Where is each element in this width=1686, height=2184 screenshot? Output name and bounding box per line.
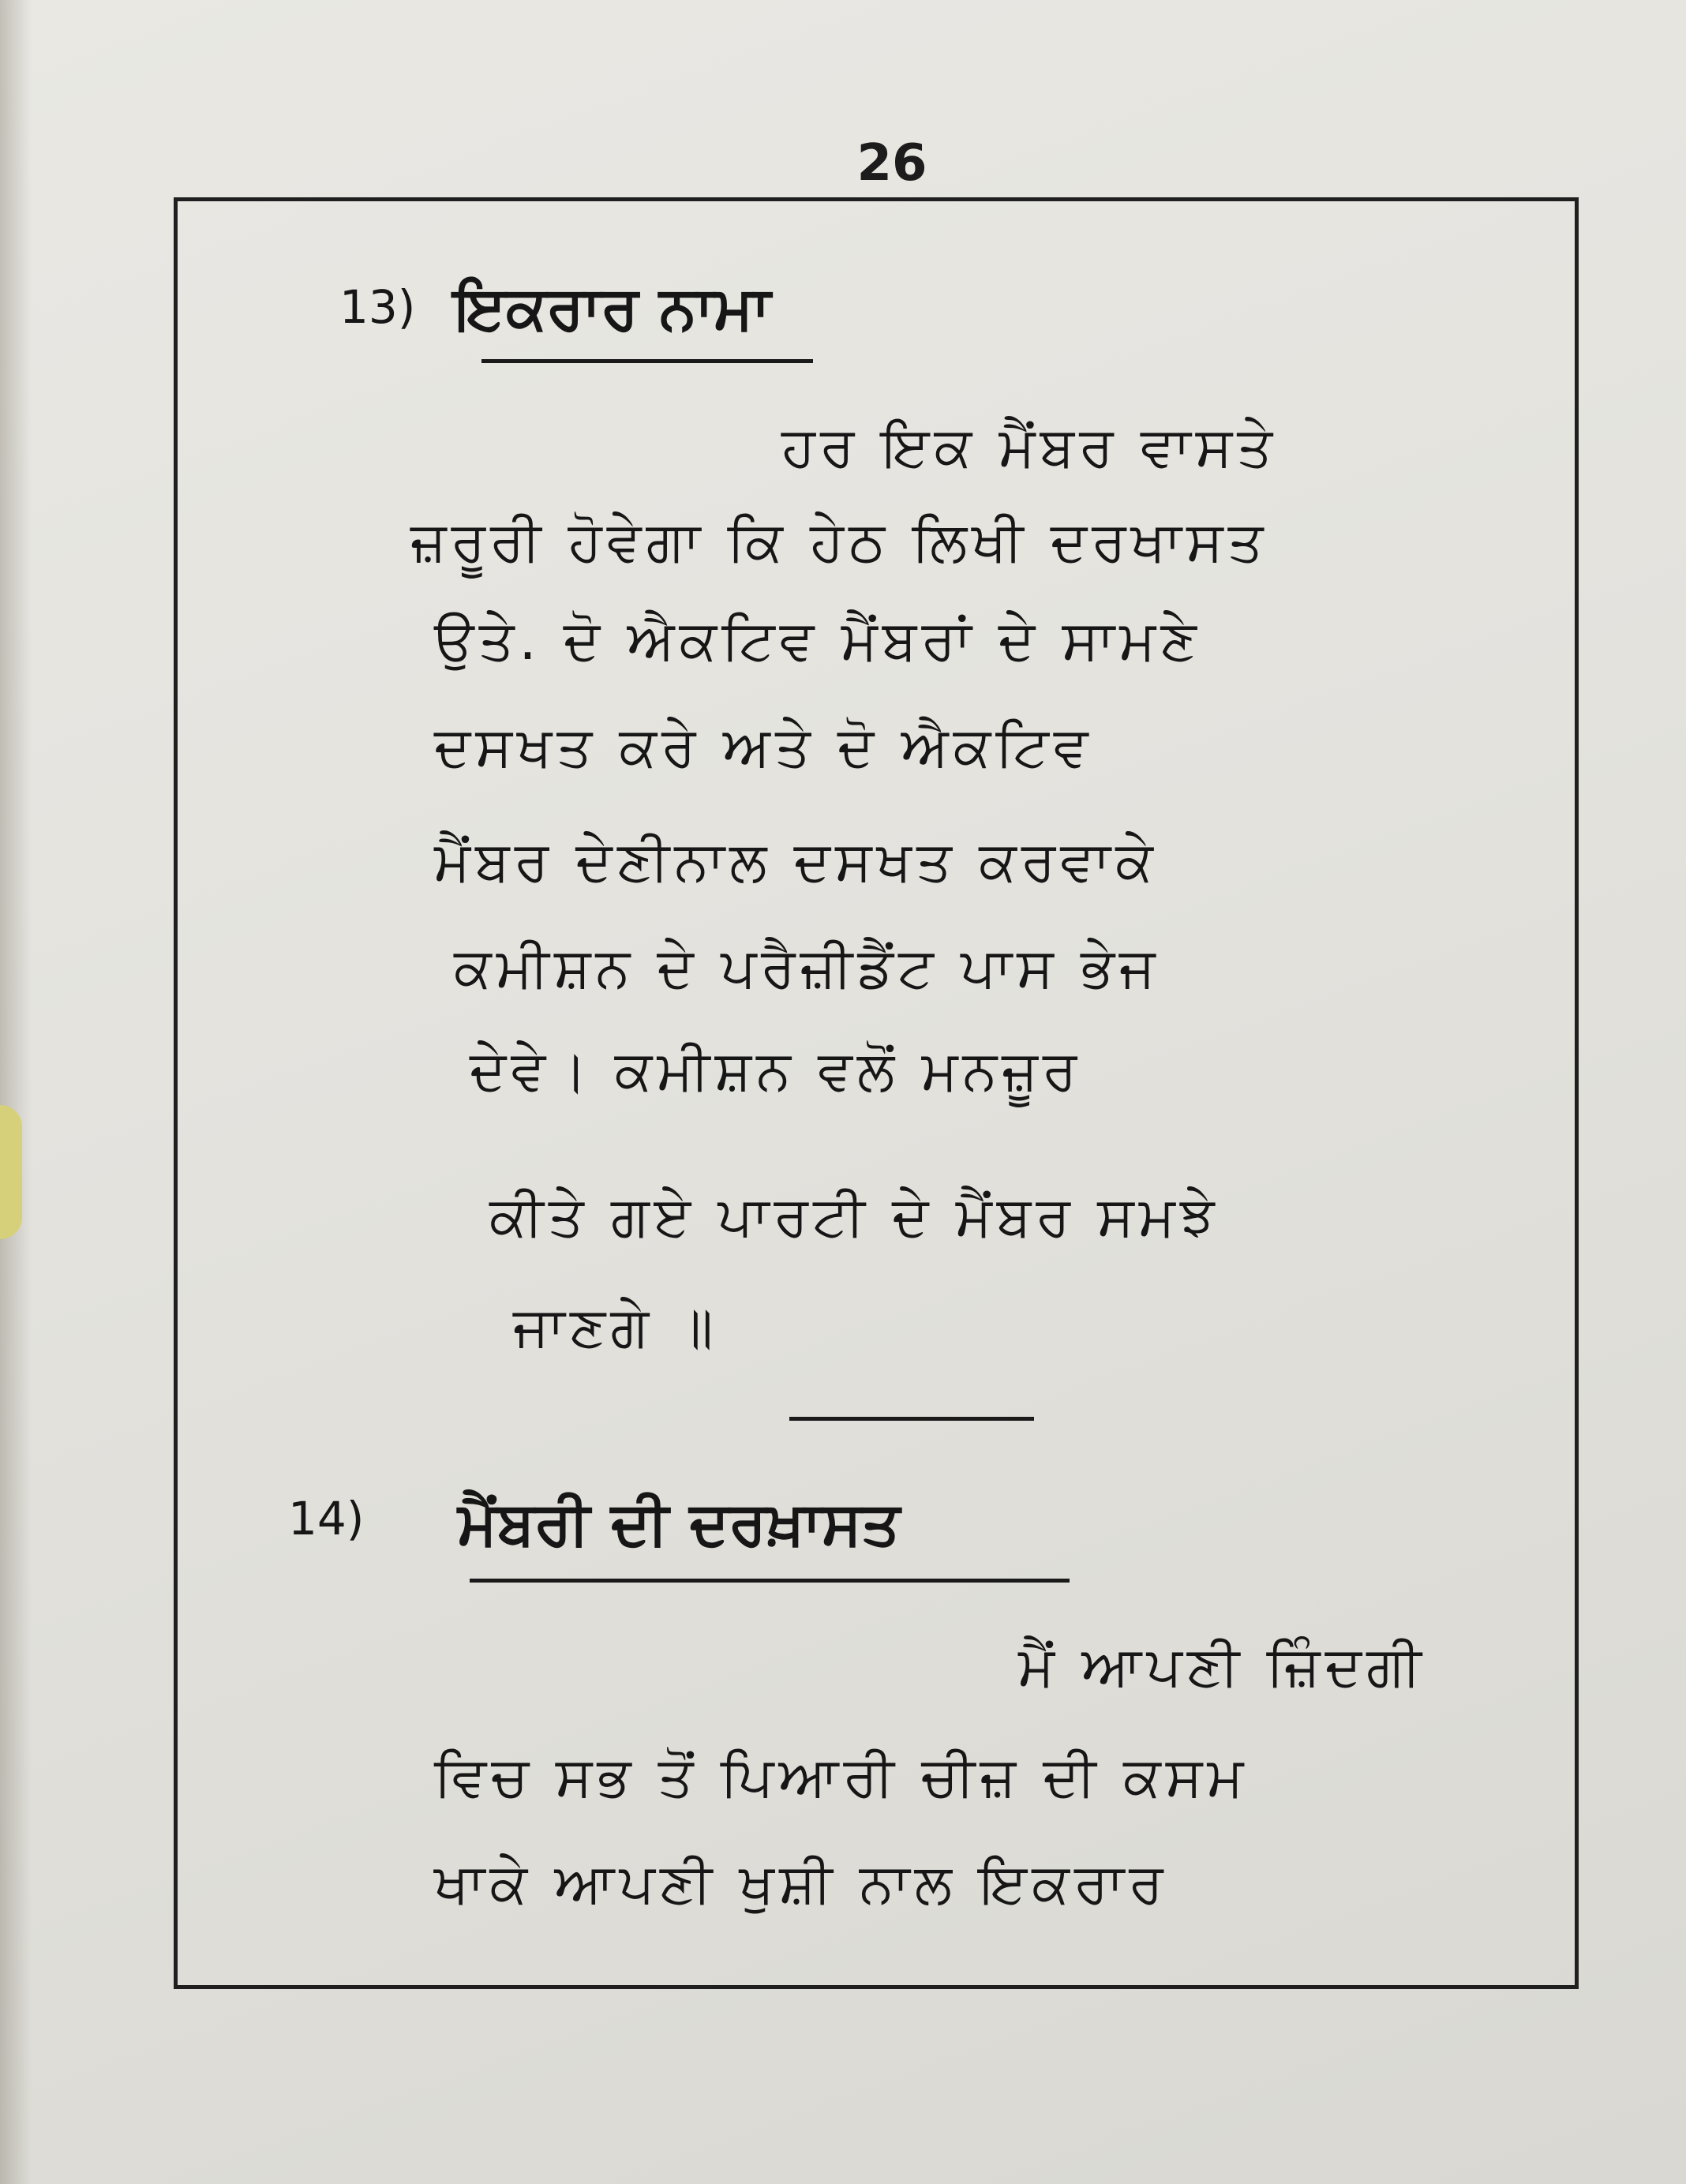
section-14-heading: ਮੈਂਬਰੀ ਦੀ ਦਰਖ਼ਾਸਤ: [458, 1488, 901, 1558]
section-divider: [789, 1417, 1034, 1421]
section-13-line-3: ਉਤੇ. ਦੋ ਐਕਟਿਵ ਮੈਂਬਰਾਂ ਦੇ ਸਾਮਣੇ: [434, 608, 1201, 672]
section-13-heading-underline: [481, 359, 813, 363]
section-14-heading-underline: [470, 1579, 1070, 1583]
page-edge-shadow: [0, 0, 32, 2184]
section-13-line-2: ਜ਼ਰੂਰੀ ਹੋਵੇਗਾ ਕਿ ਹੇਠ ਲਿਖੀ ਦਰਖਾਸਤ: [410, 509, 1268, 574]
page-number: 26: [856, 134, 927, 193]
yellow-page-tab: [0, 1105, 22, 1239]
section-13-line-5: ਮੈਂਬਰ ਦੇਣੀਨਾਲ ਦਸਖਤ ਕਰਵਾਕੇ: [434, 829, 1158, 893]
section-14-line-3: ਖਾਕੇ ਆਪਣੀ ਖੁਸ਼ੀ ਨਾਲ ਇਕਰਾਰ: [434, 1851, 1168, 1916]
section-13-line-9: ਜਾਣਗੇ ॥: [513, 1294, 718, 1359]
section-13-line-7: ਦੇਵੇ। ਕਮੀਸ਼ਨ ਵਲੋਂ ਮਨਜ਼ੂਰ: [470, 1038, 1082, 1103]
section-13-line-4: ਦਸਖਤ ਕਰੇ ਅਤੇ ਦੋ ਐਕਟਿਵ: [434, 714, 1093, 779]
section-13-line-8: ਕੀਤੇ ਗਏ ਪਾਰਟੀ ਦੇ ਮੈਂਬਰ ਸਮਝੇ: [489, 1184, 1220, 1249]
section-14-number: 14): [288, 1492, 365, 1545]
section-13-number: 13): [339, 280, 416, 334]
section-13-heading: ਇਕਰਾਰ ਨਾਮਾ: [454, 272, 771, 343]
section-14-line-1: ਮੈਂ ਆਪਣੀ ਜ਼ਿੰਦਗੀ: [1018, 1634, 1426, 1699]
section-14-line-2: ਵਿਚ ਸਭ ਤੋਂ ਪਿਆਰੀ ਚੀਜ਼ ਦੀ ਕਸਮ: [434, 1744, 1249, 1809]
section-13-line-6: ਕਮੀਸ਼ਨ ਦੇ ਪਰੈਜ਼ੀਡੈਂਟ ਪਾਸ ਭੇਜ: [454, 935, 1160, 1000]
section-13-line-1: ਹਰ ਇਕ ਮੈਂਬਰ ਵਾਸਤੇ: [781, 414, 1278, 479]
